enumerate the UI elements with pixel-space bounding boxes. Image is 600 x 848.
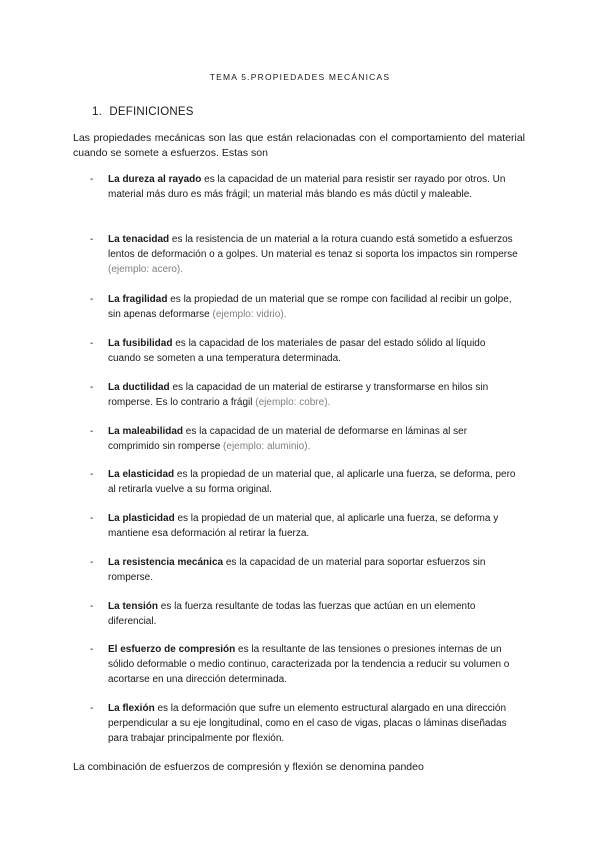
definition-text: es la propiedad de un material que, al aplicarle una fuerza, se deforma y mantiene esa deformación al retirar la fuerza. <box>108 513 499 539</box>
definition-item <box>90 467 520 497</box>
definition-term: La flexión <box>108 703 155 714</box>
bullet-dash: - <box>90 426 94 437</box>
definition-item <box>90 232 520 277</box>
definition-text: es la deformación que sufre un elemento estructural alargado en una dirección perpendicular a su eje longitudinal, como en el caso de vigas, placas o láminas diseñadas para trabajar principalmente por flexión. <box>108 703 507 744</box>
bullet-dash: - <box>90 601 94 612</box>
page-title: TEMA 5.PROPIEDADES MECÁNICAS <box>209 72 391 82</box>
definition-item <box>90 336 520 366</box>
definition-item <box>90 599 520 629</box>
definition-term: La resistencia mecánica <box>108 557 224 568</box>
definition-term: La tenacidad <box>108 234 170 245</box>
definition-example: (ejemplo: aluminio). <box>223 441 311 452</box>
section-heading <box>92 106 194 118</box>
definition-term: La dureza al rayado <box>108 174 202 185</box>
section-label: DEFINICIONES <box>109 106 194 118</box>
definition-item <box>90 172 520 202</box>
definition-item <box>90 642 520 687</box>
definition-example: (ejemplo: cobre). <box>255 397 331 408</box>
definition-text: es la resultante de las tensiones o presiones internas de un sólido deformable o medio continuo, caracterizada por la tendencia a reducir su volumen o acortarse en una dirección determinada. <box>108 644 510 685</box>
definition-term: La tensión <box>108 601 159 612</box>
definition-item <box>90 292 520 322</box>
intro-paragraph: Las propiedades mecánicas son las que están relacionadas con el comportamiento del material cuando se somete a esfuerzos. Estas son <box>73 132 525 159</box>
bullet-dash: - <box>90 234 94 245</box>
definition-item <box>90 701 520 746</box>
definition-example: (ejemplo: vidrio). <box>212 309 287 320</box>
closing-paragraph: La combinación de esfuerzos de compresión y flexión se denomina pandeo <box>73 761 424 773</box>
definition-term: La elasticidad <box>108 469 175 480</box>
definition-text: es la capacidad de un material para resistir ser rayado por otros. Un material más duro es más frágil; un material más blando es más dúctil y maleable. <box>108 174 506 200</box>
definition-text: es la capacidad de los materiales de pasar del estado sólido al líquido cuando se someten a una temperatura determinada. <box>108 338 486 364</box>
definition-text: es la fuerza resultante de todas las fuerzas que actúan en un elemento diferencial. <box>108 601 476 627</box>
definition-term: La fragilidad <box>108 294 168 305</box>
definition-item <box>90 380 520 410</box>
bullet-dash: - <box>90 557 94 568</box>
definition-text: es la resistencia de un material a la rotura cuando está sometido a esfuerzos lentos de deformación o a golpes. Un material es tenaz si soporta los impactos sin romperse <box>108 234 518 260</box>
definition-term: El esfuerzo de compresión <box>108 644 236 655</box>
definition-item <box>90 555 520 585</box>
section-number: 1. <box>92 106 102 118</box>
bullet-dash: - <box>90 703 94 714</box>
definition-text: es la capacidad de un material de estirarse y transformarse en hilos sin romperse. Es lo contrario a frágil <box>108 382 489 408</box>
definition-item <box>90 424 520 454</box>
definition-term: La plasticidad <box>108 513 175 524</box>
definition-text: es la capacidad de un material para soportar esfuerzos sin romperse. <box>108 557 486 583</box>
definition-text: es la propiedad de un material que se rompe con facilidad al recibir un golpe, sin apenas deformarse <box>108 294 512 320</box>
definition-text: es la propiedad de un material que, al aplicarle una fuerza, se deforma, pero al retirarla vuelve a su forma original. <box>108 469 516 495</box>
bullet-dash: - <box>90 174 94 185</box>
definition-example: (ejemplo: acero). <box>108 264 184 275</box>
definition-term: La ductilidad <box>108 382 170 393</box>
bullet-dash: - <box>90 382 94 393</box>
bullet-dash: - <box>90 294 94 305</box>
definition-item <box>90 511 520 541</box>
definition-text: es la capacidad de un material de deformarse en láminas al ser comprimido sin romperse <box>108 426 468 452</box>
bullet-dash: - <box>90 338 94 349</box>
bullet-dash: - <box>90 469 94 480</box>
bullet-dash: - <box>90 644 94 655</box>
definition-term: La fusibilidad <box>108 338 173 349</box>
definition-term: La maleabilidad <box>108 426 184 437</box>
bullet-dash: - <box>90 513 94 524</box>
